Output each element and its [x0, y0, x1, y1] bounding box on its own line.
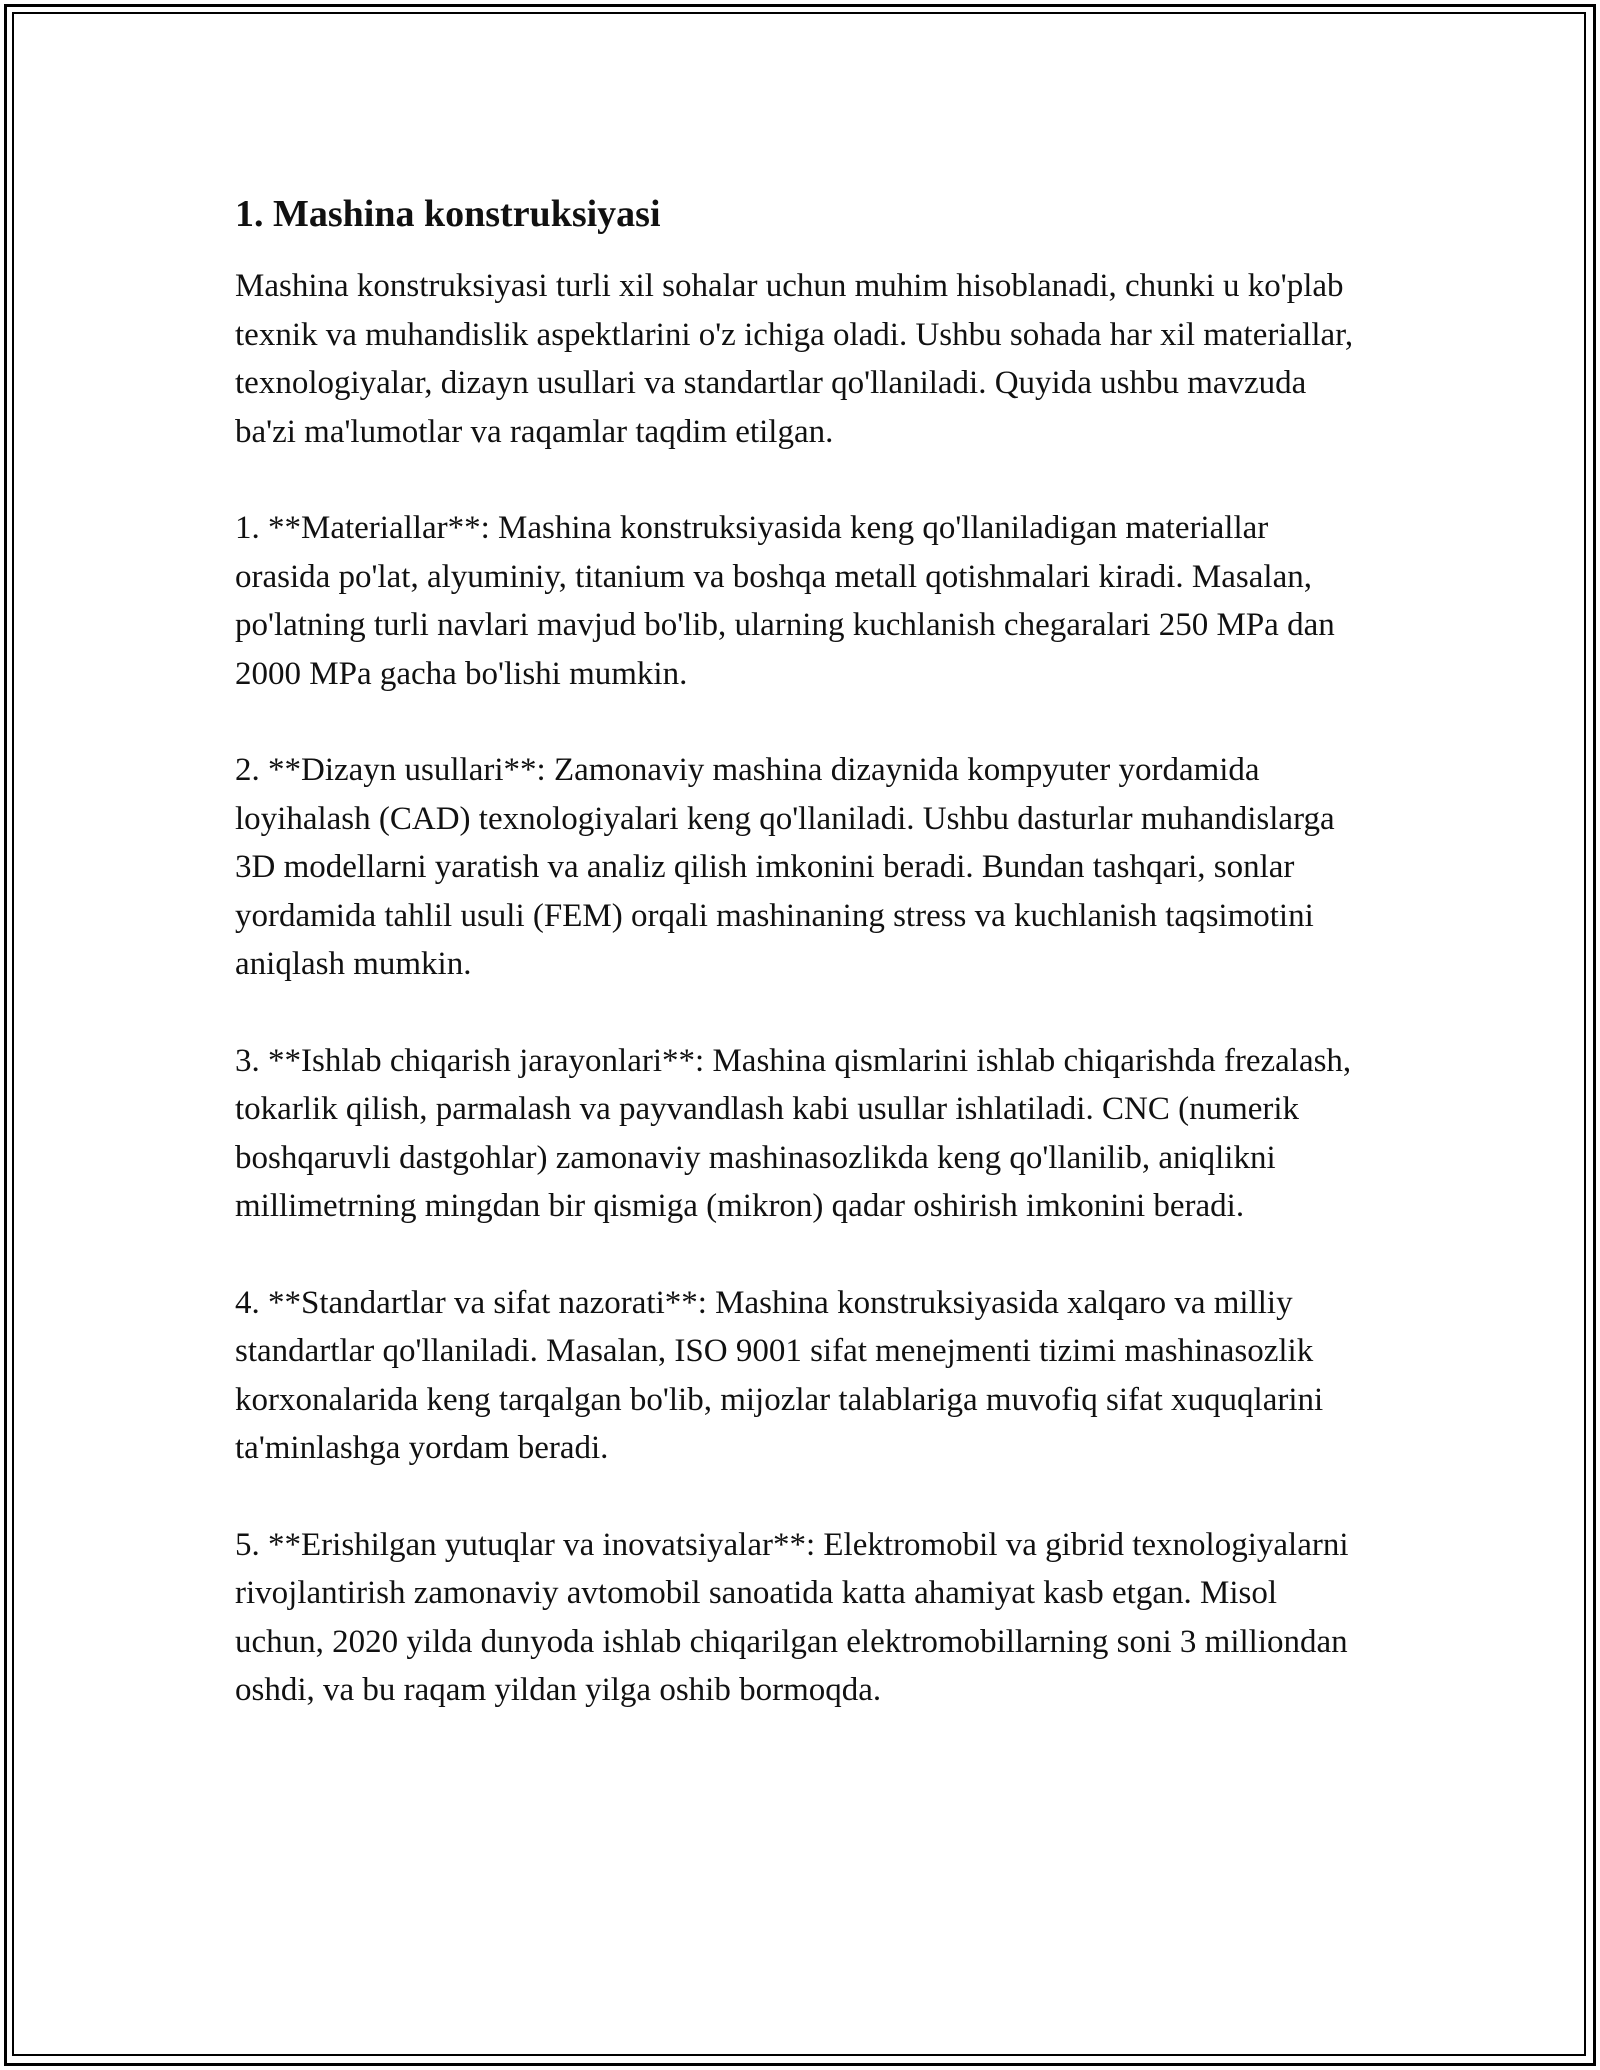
materials-paragraph: 1. **Materiallar**: Mashina konstruksiyasida keng qo'llaniladigan materiallar orasida po'lat, alyuminiy, titanium va boshqa metall qotishmalari kiradi. Masalan, po'latning turli navlari mavjud bo'lib, ularning kuchlanish chegaralari 250 MPa dan 2000 MPa gacha bo'lishi mumkin.: [235, 510, 1335, 692]
section-heading: 1. Mashina konstruksiyasi: [235, 193, 661, 235]
document-body: [235, 188, 1365, 1715]
achievements-paragraph: 5. **Erishilgan yutuqlar va inovatsiyalar**: Elektromobil va gibrid texnologiyalarni rivojlantirish zamonaviy avtomobil sanoatida katta ahamiyat kasb etgan. Misol uchun, 2020 yilda dunyoda ishlab chiqarilgan elektromobillarning soni 3 milliondan oshdi, va bu raqam yildan yilga oshib bormoqda.: [235, 1526, 1349, 1708]
manufacturing-paragraph: 3. **Ishlab chiqarish jarayonlari**: Mashina qismlarini ishlab chiqarishda frezalash, tokarlik qilish, parmalash va payvandlash kabi usullar ishlatiladi. CNC (numerik boshqaruvli dastgohlar) zamonaviy mashinasozlikda keng qo'llanilib, aniqlikni millimetrning mingdan bir qismiga (mikron) qadar oshirish imkonini beradi.: [235, 1042, 1352, 1224]
intro-paragraph: Mashina konstruksiyasi turli xil sohalar uchun muhim hisoblanadi, chunki u ko'plab texnik va muhandislik aspektlarini o'z ichiga oladi. Ushbu sohada har xil materiallar, texnologiyalar, dizayn usullari va standartlar qo'llaniladi. Quyida ushbu mavzuda ba'zi ma'lumotlar va raqamlar taqdim etilgan.: [235, 268, 1354, 450]
design-methods-paragraph: 2. **Dizayn usullari**: Zamonaviy mashina dizaynida kompyuter yordamida loyihalash (CAD) texnologiyalari keng qo'llaniladi. Ushbu dasturlar muhandislarga 3D modellarni yaratish va analiz qilish imkonini beradi. Bundan tashqari, sonlar yordamida tahlil usuli (FEM) orqali mashinaning stress va kuchlanish taqsimotini aniqlash mumkin.: [235, 752, 1335, 982]
standards-paragraph: 4. **Standartlar va sifat nazorati**: Mashina konstruksiyasida xalqaro va milliy standartlar qo'llaniladi. Masalan, ISO 9001 sifat menejmenti tizimi mashinasozlik korxonalarida keng tarqalgan bo'lib, mijozlar talablariga muvofiq sifat xuquqlarini ta'minlashga yordam beradi.: [235, 1284, 1324, 1466]
